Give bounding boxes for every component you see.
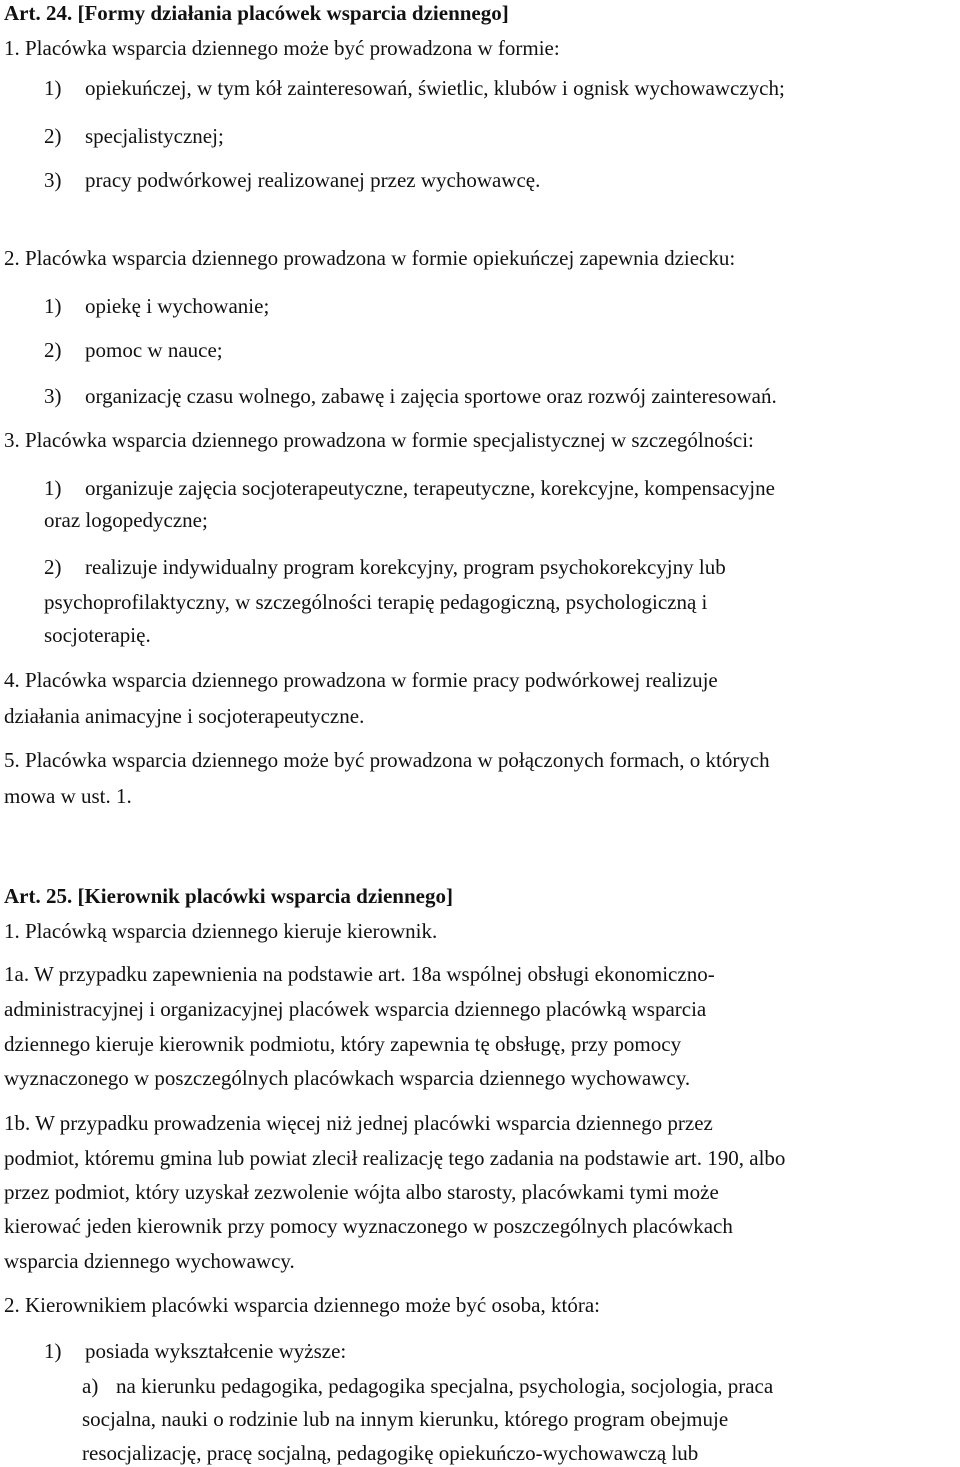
art25-heading: Art. 25. [Kierownik placówki wsparcia dziennego] [4,884,453,908]
item-number: 2) [44,124,62,148]
item-text: opiekę i wychowanie; [85,294,270,318]
art24-ust4-line2: działania animacyjne i socjoterapeutyczne. [4,704,365,728]
item-number: 1) [44,76,62,100]
art24-heading: Art. 24. [Formy działania placówek wsparcia dziennego] [4,1,509,25]
item-text: posiada wykształcenie wyższe: [85,1339,347,1363]
item-text: specjalistycznej; [85,124,224,148]
item-text: organizację czasu wolnego, zabawę i zajęcia sportowe oraz rozwój zainteresowań. [85,384,777,408]
art24-ust3-item2-cont2: socjoterapię. [44,623,151,647]
item-number: 3) [44,384,62,408]
art24-ust2-text: 2. Placówka wsparcia dziennego prowadzona w formie opiekuńczej zapewnia dziecku: [4,246,736,270]
item-text: na kierunku pedagogika, pedagogika specjalna, psychologia, socjologia, praca [116,1374,774,1398]
art25-ust2-text: 2. Kierownikiem placówki wsparcia dziennego może być osoba, która: [4,1293,600,1317]
art24-ust2-item1 [44,294,269,318]
art25-ust2-item1 [44,1339,346,1363]
art25-ust2-lit-a-cont2: resocjalizację, pracę socjalną, pedagogikę opiekuńczo-wychowawczą lub [82,1441,699,1465]
art24-ust1-item2 [44,124,224,148]
art24-ust5-line2: mowa w ust. 1. [4,784,132,808]
item-number: 1) [44,476,62,500]
art25-ust1b-line3: przez podmiot, który uzyskał zezwolenie wójta albo starosty, placówkami tymi może [4,1180,719,1204]
item-text: organizuje zajęcia socjoterapeutyczne, terapeutyczne, korekcyjne, kompensacyjne [85,476,775,500]
item-number: 1) [44,1339,62,1363]
art25-ust1b-line5: wsparcia dziennego wychowawcy. [4,1249,295,1273]
art24-ust3-item2 [44,555,726,579]
art24-ust2-item2 [44,338,223,362]
art24-ust3-item1 [44,476,775,500]
art24-ust1-item1 [44,76,785,100]
item-text: opiekuńczej, w tym kół zainteresowań, świetlic, klubów i ognisk wychowawczych; [85,76,785,100]
item-text: pomoc w nauce; [85,338,223,362]
item-number: 3) [44,168,62,192]
art25-ust1a-line2: administracyjnej i organizacyjnej placówek wsparcia dziennego placówką wsparcia [4,997,707,1021]
art25-ust1a-line4: wyznaczonego w poszczególnych placówkach wsparcia dziennego wychowawcy. [4,1066,691,1090]
art24-ust4-line1: 4. Placówka wsparcia dziennego prowadzona w formie pracy podwórkowej realizuje [4,668,718,692]
art25-ust2-lit-a [82,1374,773,1398]
item-text: realizuje indywidualny program korekcyjny, program psychokorekcyjny lub [85,555,726,579]
art24-ust1-text: 1. Placówka wsparcia dziennego może być prowadzona w formie: [4,36,560,60]
art25-ust1: 1. Placówką wsparcia dziennego kieruje kierownik. [4,919,438,943]
item-number: 2) [44,338,62,362]
item-number: 1) [44,294,62,318]
art25-ust1b-line1: 1b. W przypadku prowadzenia więcej niż jednej placówki wsparcia dziennego przez [4,1111,713,1135]
art24-ust3-item2-cont1: psychoprofilaktyczny, w szczególności terapię pedagogiczną, psychologiczną i [44,590,708,614]
art24-ust3-text: 3. Placówka wsparcia dziennego prowadzona w formie specjalistycznej w szczególności: [4,428,754,452]
art24-ust3-item1-cont: oraz logopedyczne; [44,508,208,532]
art24-ust2-item3 [44,384,777,408]
art25-ust1b-line2: podmiot, któremu gmina lub powiat zlecił realizację tego zadania na podstawie art. 190, albo [4,1146,786,1170]
art25-ust1a-line1: 1a. W przypadku zapewnienia na podstawie art. 18a wspólnej obsługi ekonomiczno- [4,962,715,986]
art25-ust2-lit-a-cont1: socjalna, nauki o rodzinie lub na innym kierunku, którego program obejmuje [82,1407,729,1431]
art24-ust5-line1: 5. Placówka wsparcia dziennego może być prowadzona w połączonych formach, o których [4,748,770,772]
art24-ust1-item3 [44,168,540,192]
item-text: pracy podwórkowej realizowanej przez wychowawcę. [85,168,541,192]
item-number: 2) [44,555,62,579]
item-letter: a) [82,1374,99,1398]
art25-ust1b-line4: kierować jeden kierownik przy pomocy wyznaczonego w poszczególnych placówkach [4,1214,733,1238]
art25-ust1a-line3: dziennego kieruje kierownik podmiotu, który zapewnia tę obsługę, przy pomocy [4,1032,682,1056]
